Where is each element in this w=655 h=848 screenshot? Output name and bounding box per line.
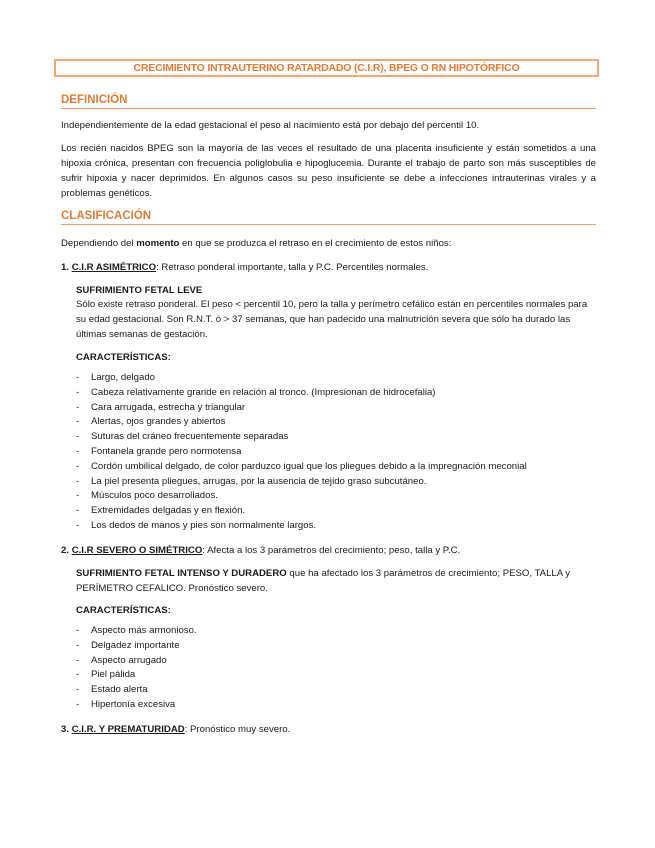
intro-bold-word: momento — [136, 238, 180, 249]
characteristic-text: Cara arrugada, estrecha y triangular — [91, 401, 246, 413]
definicion-heading: DEFINICIÓN — [61, 94, 596, 109]
definicion-paragraph-1: Independientemente de la edad gestacional el peso al nacimiento está por debajo del percentil 10. — [61, 120, 480, 131]
characteristic-text: Estado alerta — [91, 684, 148, 696]
bullet-dash: - — [76, 505, 80, 517]
bullet-dash: - — [76, 475, 80, 487]
item-1-characteristic-item — [76, 445, 596, 460]
bullet-dash: - — [76, 490, 80, 502]
item-2-char-heading: CARACTERÍSTICAS: — [76, 605, 171, 616]
bullet-dash: - — [76, 460, 80, 472]
item-2-characteristic-item — [76, 654, 596, 669]
item-1-characteristic-item — [76, 401, 596, 416]
item-1-characteristic-item — [76, 504, 596, 519]
bullet-dash: - — [76, 445, 80, 457]
item-1-characteristic-item — [76, 371, 596, 386]
item-1-characteristic-item — [76, 430, 596, 445]
item-2-subheading: SUFRIMIENTO FETAL INTENSO Y DURADERO — [76, 568, 287, 579]
characteristic-text: Los dedos de manos y pies son normalmente largos. — [91, 519, 317, 531]
item-1-characteristics-list — [76, 371, 596, 534]
item-2-characteristic-item — [76, 639, 596, 654]
characteristic-text: Largo, delgado — [91, 372, 156, 383]
characteristic-text: Alertas, ojos grandes y abiertos — [91, 416, 226, 428]
item-3-label: C.I.R. Y PREMATURIDAD — [71, 724, 185, 735]
item-1-characteristic-item — [76, 386, 596, 401]
characteristic-text: Músculos poco desarrollados. — [91, 490, 218, 502]
item-1-char-heading: CARACTERÍSTICAS: — [76, 352, 171, 363]
bullet-dash: - — [76, 639, 80, 651]
item-1-characteristic-item — [76, 415, 596, 430]
characteristic-text: La piel presenta pliegues, arrugas, por la ausencia de tejido graso subcutáneo. — [91, 475, 427, 487]
bullet-dash: - — [76, 386, 80, 398]
document-title-box — [54, 59, 599, 77]
characteristic-text: Suturas del cráneo frecuentemente separadas — [91, 431, 289, 443]
item-2-characteristic-item — [76, 683, 596, 698]
bullet-dash: - — [76, 372, 80, 383]
item-2-characteristic-item — [76, 698, 596, 713]
characteristic-text: Cabeza relativamente grande en relación al tronco. (Impresionan de hidrocefalia) — [91, 386, 436, 398]
characteristic-text: Delgadez importante — [91, 639, 180, 651]
item-2-characteristics-list — [76, 624, 596, 713]
item-3-line: 3. C.I.R. Y PREMATURIDAD: Pronóstico muy severo. — [61, 724, 291, 735]
bullet-dash: - — [76, 401, 80, 413]
item-1-label: C.I.R ASIMÉTRICO — [71, 262, 157, 273]
item-2-characteristic-item — [76, 668, 596, 683]
item-1-characteristic-item — [76, 460, 596, 475]
item-2-characteristic-item — [76, 624, 596, 639]
characteristic-text: Aspecto más armonioso. — [91, 625, 197, 636]
bullet-dash: - — [76, 698, 80, 710]
item-1-characteristic-item — [76, 519, 596, 534]
clasificacion-heading: CLASIFICACIÓN — [61, 210, 596, 225]
item-1-subtext: Sólo existe retraso ponderal. El peso < percentil 10, pero la talla y perímetro cefálico están en percentiles normales para su edad gestacional. Son R.N.T. ó > 37 semanas, que han padecido una malnutrición severa que sólo ha durado las últimas semanas de gestación. — [76, 299, 588, 340]
bullet-dash: - — [76, 669, 80, 681]
bullet-dash: - — [76, 684, 80, 696]
characteristic-text: Piel pálida — [91, 669, 136, 681]
characteristic-text: Aspecto arrugado — [91, 654, 167, 666]
bullet-dash: - — [76, 654, 80, 666]
item-1-characteristic-item — [76, 475, 596, 490]
clasificacion-intro: Dependiendo del momento en que se produzca el retraso en el crecimiento de estos niños: — [61, 238, 452, 249]
bullet-dash: - — [76, 519, 80, 531]
bullet-dash: - — [76, 431, 80, 443]
item-2-label: C.I.R SEVERO O SIMÉTRICO — [71, 545, 203, 556]
bullet-dash: - — [76, 416, 80, 428]
characteristic-text: Fontanela grande pero normotensa — [91, 445, 242, 457]
item-1-characteristic-item — [76, 489, 596, 504]
item-1-subheading: SUFRIMIENTO FETAL LEVE — [76, 285, 203, 296]
characteristic-text: Cordón umbilical delgado, de color parduzco igual que los pliegues debido a la impregnación meconial — [91, 460, 527, 472]
definicion-paragraph-2: Los recién nacidos BPEG son la mayoría de las veces el resultado de una placenta insuficiente y están sometidos a una hipoxia crónica, presentan con frecuencia poliglobulia e hipoglucemia. Durante el trabajo de parto son más susceptibles de sufrir hipoxia y nacer deprimidos. En algunos casos su peso insuficiente se debe a infecciones intrauterinas virales y a problemas genéticos. — [61, 143, 596, 199]
characteristic-text: Hipertonía excesiva — [91, 698, 176, 710]
characteristic-text: Extremidades delgadas y en flexión. — [91, 505, 246, 517]
item-2-subtext: SUFRIMIENTO FETAL INTENSO Y DURADERO que ha afectado los 3 parámetros de crecimiento; PESO, TALLA y PERÍMETRO CEFALICO. Pronóstico severo. — [76, 568, 571, 594]
item-2-line: 2. C.I.R SEVERO O SIMÉTRICO: Afecta a los 3 parámetros del crecimiento; peso, talla y P.C. — [61, 545, 461, 556]
document-title: CRECIMIENTO INTRAUTERINO RATARDADO (C.I.R), BPEG O RN HIPOTÓRFICO — [133, 62, 520, 74]
bullet-dash: - — [76, 625, 80, 636]
item-1-line: 1. C.I.R ASIMÉTRICO: Retraso ponderal importante, talla y P.C. Percentiles normales. — [61, 262, 429, 273]
